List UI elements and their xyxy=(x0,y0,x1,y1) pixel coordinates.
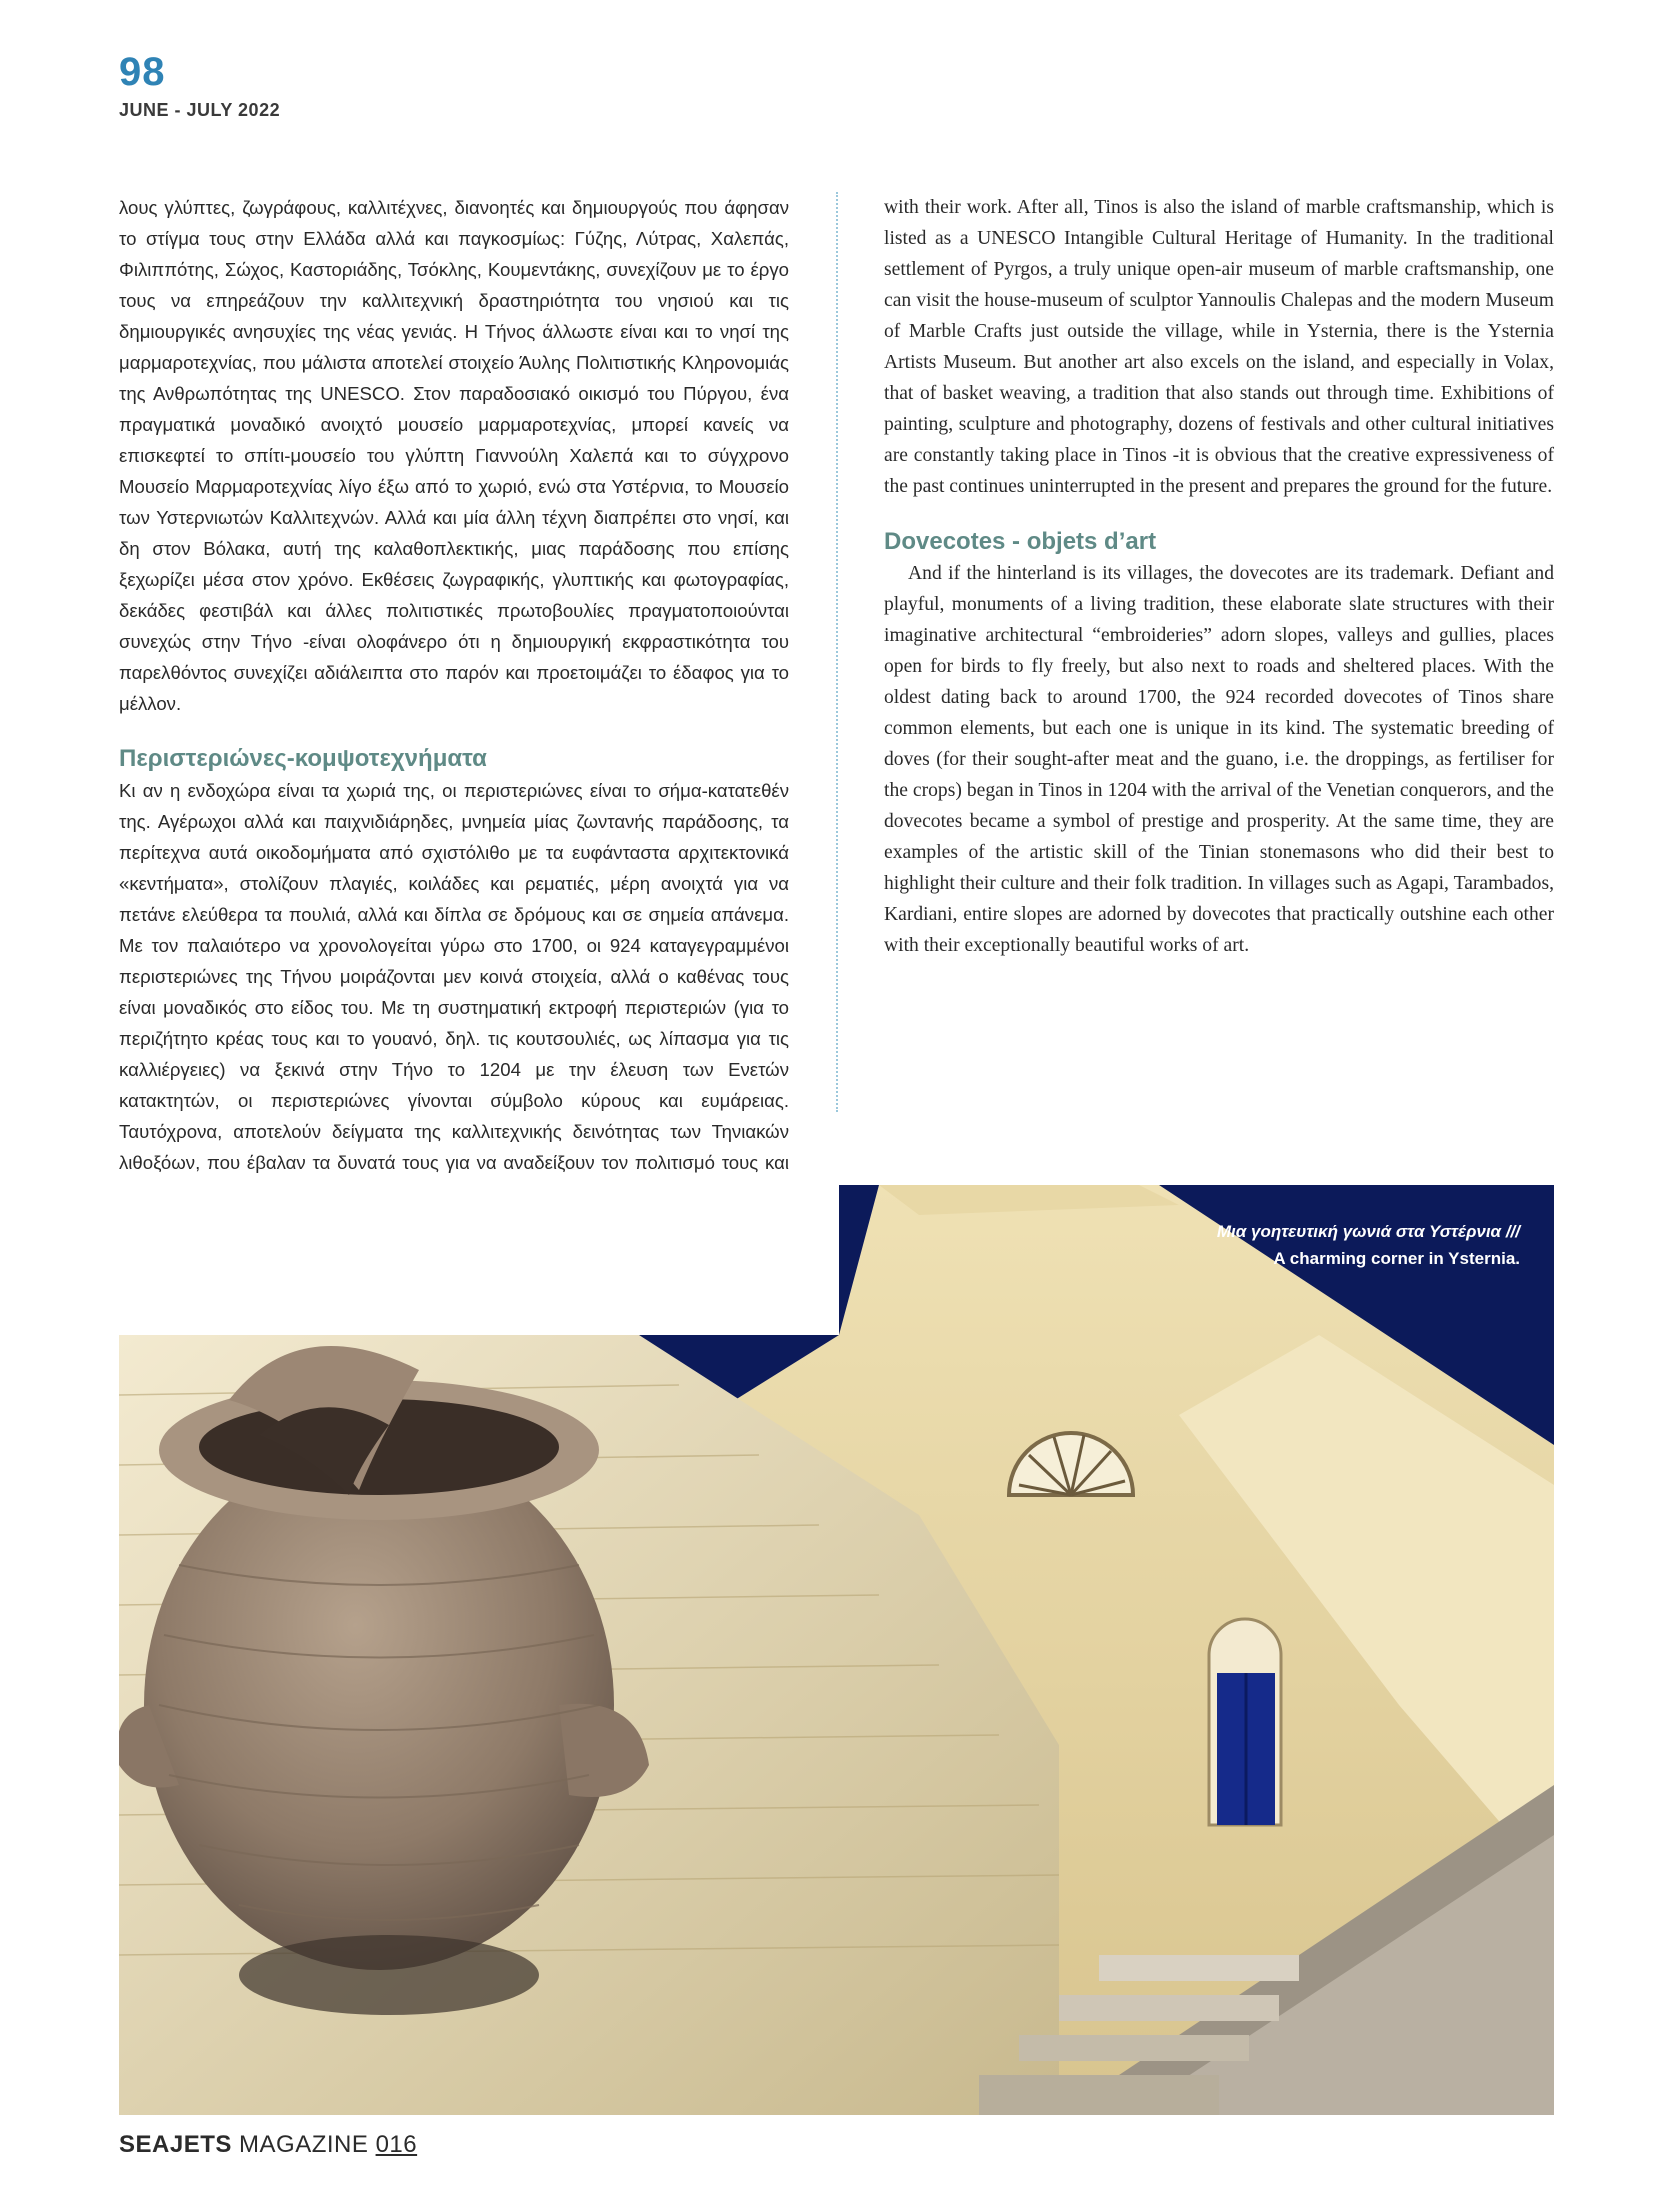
english-paragraph-2: And if the hinterland is its villages, the dovecotes are its trademark. Defiant and playful, monuments of a living tradition, these elaborate slate structures with their imaginative architectural “embroideries” adorn slopes, valleys and gullies, places open for birds to fly freely, but also next to roads and sheltered places. With the oldest dating back to around 1700, the 924 recorded dovecotes of Tinos share common elements, but each one is unique in its kind. The systematic breeding of doves (for their sought-after meat and the guano, i.e. the droppings, as fertiliser for the crops) began in Tinos in 1204 with the arrival of the Venetian conquerors, and the dovecotes became a symbol of prestige and prosperity. At the same time, they are examples of the artistic skill of the Tinian stonemasons who did their best to highlight their culture and their folk tradition. In villages such as Agapi, Tarambados, Kardiani, entire slopes are adorned by dovecotes that practically outshine each other with their exceptionally beautiful works of art. xyxy=(884,563,1554,956)
english-column xyxy=(884,192,1554,961)
footer-seajets: SEAJETS xyxy=(119,2131,232,2158)
issue-date: JUNE - JULY 2022 xyxy=(119,100,281,120)
column-divider xyxy=(836,192,838,1112)
english-paragraph-1: with their work. After all, Tinos is also the island of marble craftsmanship, which is listed as a UNESCO Intangible Cultural Heritage of Humanity. In the traditional settlement of Pyrgos, a truly unique open-air museum of marble craftsmanship, one can visit the house-museum of sculptor Yannoulis Chalepas and the modern Museum of Marble Crafts just outside the village, while in Ysternia, there is the Ysternia Artists Museum. But another art also excels on the island, and especially in Volax, that of basket weaving, a tradition that also stands out through time. Exhibitions of painting, sculpture and photography, dozens of festivals and other cultural initiatives are constantly taking place in Tinos -it is obvious that the creative expressiveness of the past continues uninterrupted in the present and prepares the ground for the future. xyxy=(884,197,1554,497)
footer-issue-number: 016 xyxy=(375,2131,418,2158)
greek-paragraph-1: λους γλύπτες, ζωγράφους, καλλιτέχνες, διανοητές και δημιουργούς που άφησαν το στίγμα τους στην Ελλάδα αλλά και παγκοσμίως: Γύζης, Λύτρας, Χαλεπάς, Φιλιππότης, Σώχος, Καστοριάδης, Τσόκλης, Κουμεντάκης, συνεχίζουν με το έργο τους να επηρεάζουν την καλλιτεχνική δραστηριότητα του νησιού και τις δημιουργικές ανησυχίες της νέας γενιάς. Η Τήνος άλλωστε είναι και το νησί της μαρμαροτεχνίας, που μάλιστα αποτελεί στοιχείο Άυλης Πολιτιστικής Κληρονομιάς της Ανθρωπότητας της UNESCO. Στον παραδοσιακό οικισμό του Πύργου, ένα πραγματικά μοναδικό ανοιχτό μουσείο μαρμαροτεχνίας, μπορεί κανείς να επισκεφτεί το σπίτι-μουσείο του γλύπτη Γιαννούλη Χαλεπά και το σύγχρονο Μουσείο Μαρμαροτεχνίας λίγο έξω από το χωριό, ενώ στα Υστέρνια, το Μουσείο των Υστερνιωτών Καλλιτεχνών. Αλλά και μία άλλη τέχνη διαπρέπει στο νησί, και δη στον Βόλακα, αυτή της καλαθοπλεκτικής, μιας παράδοσης που επίσης ξεχωρίζει μέσα στον χρόνο. Εκθέσεις ζωγραφικής, γλυπτικής και φωτογραφίας, δεκάδες φεστιβάλ και άλλες πολιτιστικές πρωτοβουλίες πραγματοποιούνται συνεχώς στην Τήνο -είναι ολοφάνερο ότι η δημιουργική εκφραστικότητα του παρελθόντος συνεχίζει αδιάλειπτα στο παρόν και προετοιμάζει το έδαφος για το μέλλον. xyxy=(119,197,789,714)
footer-brand xyxy=(119,2131,417,2159)
caption-greek: Μια γοητευτική γωνιά στα Υστέρνια /// xyxy=(1216,1222,1520,1241)
ysternia-photo xyxy=(119,1185,1554,2115)
photo-caption xyxy=(1217,1218,1520,1272)
greek-column xyxy=(119,192,789,1271)
footer-magazine: MAGAZINE xyxy=(239,2131,369,2158)
caption-english: A charming corner in Ysternia. xyxy=(1273,1249,1520,1268)
english-section-heading: Dovecotes - objets d’art xyxy=(884,528,1157,555)
page-number: 98 xyxy=(119,50,166,94)
greek-paragraph-2: Κι αν η ενδοχώρα είναι τα χωριά της, οι περιστεριώνες είναι το σήμα-κατατεθέν της. Αγέρωχοι αλλά και παιχνιδιάρηδες, μνημεία μίας ζωντανής παράδοσης, τα περίτεχνα αυτά οικοδομήματα από σχιστόλιθο με τα ευφάνταστα αρχιτεκτονικά «κεντήματα», στολίζουν πλαγιές, κοιλάδες και ρεματιές, μέρη ανοιχτά για να πετάνε ελεύθερα τα πουλιά, αλλά και δίπλα σε δρόμους και σε σημεία απάνεμα. Με τον παλαιότερο να χρονολογείται γύρω στο 1700, οι 924 καταγεγραμμένοι περιστεριώνες της Τήνου μοιράζονται μεν κοινά στοιχεία, αλλά ο καθένας τους είναι μοναδικός στο είδος του. Με τη συστηματική εκτροφή περιστεριών (για το περιζήτητο κρέας τους και το γουανό, δηλ. τις κουτσουλιές, ως λίπασμα για τις καλλιέργειες) να ξεκινά στην Τήνο το 1204 με την έλευση των Ενετών κατακτητών, οι περιστεριώνες γίνονται σύμβολο κύρους και ευμάρειας. Ταυτόχρονα, αποτελούν δείγματα της καλλιτεχνικής δεινότητας των Τηνιακών λιθοξόων, που έβαλαν τα δυνατά τους για να αναδείξουν τον πολιτισμό τους και xyxy=(119,780,789,1173)
greek-section-heading: Περιστεριώνες-κομψοτεχνήματα xyxy=(119,745,487,772)
